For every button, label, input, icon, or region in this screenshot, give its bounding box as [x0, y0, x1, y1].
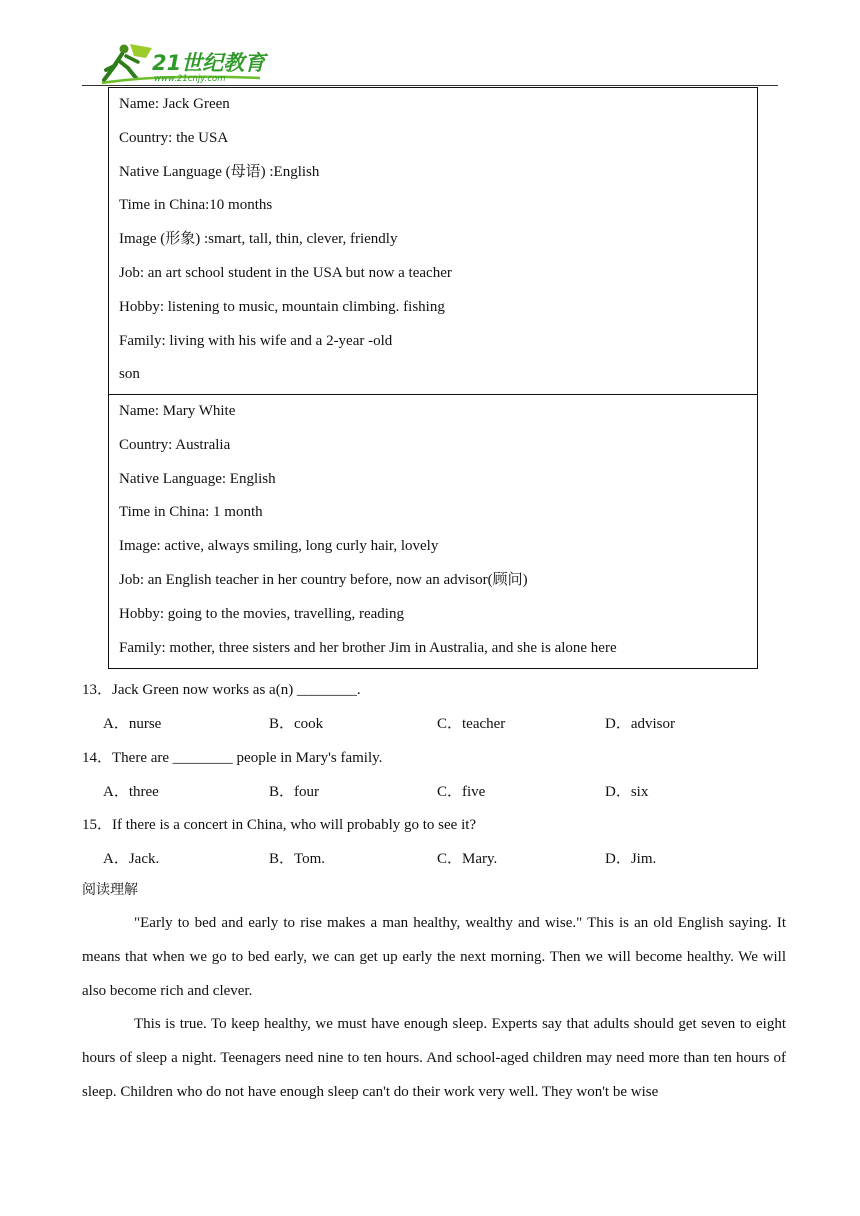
question-13-option-c[interactable]: C．teacher: [437, 716, 506, 732]
profile-row: Country: Australia: [119, 436, 231, 453]
profile-row: Name: Mary White: [119, 403, 236, 419]
profile-row: Image (形象) :smart, tall, thin, clever, friendly: [119, 231, 398, 248]
svg-text:www.21cnjy.com: www.21cnjy.com: [154, 74, 226, 84]
profile-row: Time in China:10 months: [119, 197, 273, 214]
question-13-option-d[interactable]: D．advisor: [605, 716, 675, 732]
passage-paragraph-2: This is true. To keep healthy, we must have enough sleep. Experts say that adults should get seven to eight hours of sleep a night. Teenagers need nine to ten hours. And school-aged children may need more than ten hours of sleep. Children who do not have enough sleep can't do their work very well. They won't be wise: [82, 1016, 786, 1100]
profile-row: Family: living with his wife and a 2-year -old: [119, 332, 393, 349]
question-13-stem: 13．Jack Green now works as a(n) ________.: [82, 682, 361, 698]
question-13-option-b[interactable]: B．cook: [269, 716, 324, 732]
header-rule: [82, 85, 778, 86]
profile-row: Job: an art school student in the USA but now a teacher: [119, 264, 452, 281]
profile-row: son: [119, 366, 140, 383]
profile-row: Country: the USA: [119, 129, 229, 146]
profile-row: Family: mother, three sisters and her brother Jim in Australia, and she is alone here: [119, 639, 617, 656]
question-15-stem: 15．If there is a concert in China, who will probably go to see it?: [82, 817, 477, 833]
profile-row: Native Language (母语) :English: [119, 163, 320, 180]
question-14-option-a[interactable]: A．three: [103, 784, 159, 800]
header-logo: [100, 40, 270, 86]
profile-row: Image: active, always smiling, long curly hair, lovely: [119, 538, 439, 555]
profile-card-mary-white: [108, 395, 758, 669]
question-15-option-d[interactable]: D．Jim.: [605, 851, 657, 867]
profile-row: Job: an English teacher in her country before, now an advisor(顾问): [119, 571, 528, 588]
question-14-option-b[interactable]: B．four: [269, 784, 319, 800]
profile-row: Hobby: going to the movies, travelling, reading: [119, 605, 404, 622]
passage-paragraph-1: "Early to bed and early to rise makes a man healthy, wealthy and wise." This is an old English saying. It means that when we go to bed early, we can get up early the next morning. Then we will become healthy. We will also become rich and clever.: [82, 915, 786, 999]
question-14-stem: 14．There are ________ people in Mary's family.: [82, 750, 383, 766]
runner-logo-icon: [100, 40, 270, 86]
profile-row: Hobby: listening to music, mountain climbing. fishing: [119, 298, 445, 315]
question-15-option-c[interactable]: C．Mary.: [437, 851, 498, 867]
question-14-option-c[interactable]: C．five: [437, 784, 486, 800]
section-title: 阅读理解: [82, 882, 138, 898]
profile-row: Native Language: English: [119, 470, 276, 487]
question-15-option-b[interactable]: B．Tom.: [269, 851, 326, 867]
question-15-option-a[interactable]: A．Jack.: [103, 851, 160, 867]
profile-row: Name: Jack Green: [119, 96, 230, 112]
profile-card-jack-green: [108, 87, 758, 395]
question-13-option-a[interactable]: A．nurse: [103, 716, 162, 732]
question-14-option-d[interactable]: D．six: [605, 784, 649, 800]
profile-row: Time in China: 1 month: [119, 504, 263, 521]
svg-text:21世纪教育: 21世纪教育: [152, 51, 266, 75]
